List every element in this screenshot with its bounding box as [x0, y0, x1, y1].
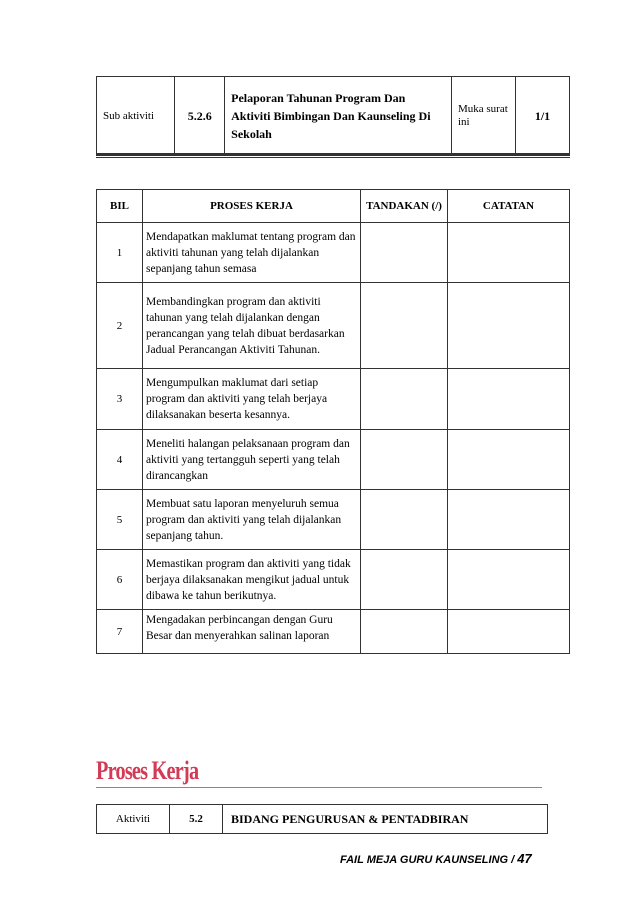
- header-info-table: [96, 76, 570, 156]
- process-table: [96, 189, 570, 654]
- row-number: 6: [97, 550, 143, 610]
- row-number: 5: [97, 490, 143, 550]
- table-row: [97, 550, 570, 610]
- row-number: 3: [97, 369, 143, 430]
- row-note-cell[interactable]: [448, 490, 570, 550]
- footer-activity-table: [96, 804, 548, 834]
- table-row: [97, 369, 570, 430]
- header-row: [97, 77, 570, 156]
- row-process-text: Membuat satu laporan menyeluruh semua program dan aktiviti yang telah dijalankan sepanjang tahun.: [143, 490, 361, 550]
- row-mark-cell[interactable]: [361, 283, 448, 369]
- footer-title: Proses Kerja: [96, 756, 199, 785]
- row-process-text: Mengadakan perbincangan dengan Guru Besar dan menyerahkan salinan laporan: [143, 610, 361, 654]
- column-header-tandakan: TANDAKAN (/): [361, 190, 448, 223]
- row-process-text: Membandingkan program dan aktiviti tahunan yang telah dijalankan dengan perancangan yang telah dibuat berdasarkan Jadual Perancangan Aktiviti Tahunan.: [143, 283, 361, 369]
- row-mark-cell[interactable]: [361, 223, 448, 283]
- row-note-cell[interactable]: [448, 610, 570, 654]
- sub-activity-label: Sub aktiviti: [97, 77, 175, 156]
- table-row: [97, 490, 570, 550]
- table-row: [97, 223, 570, 283]
- row-number: 1: [97, 223, 143, 283]
- row-process-text: Mengumpulkan maklumat dari setiap program dan aktiviti yang telah berjaya dilaksanakan beserta kesannya.: [143, 369, 361, 430]
- row-mark-cell[interactable]: [361, 610, 448, 654]
- activity-title: BIDANG PENGURUSAN & PENTADBIRAN: [223, 805, 548, 834]
- sub-activity-title: Pelaporan Tahunan Program Dan Aktiviti Bimbingan Dan Kaunseling Di Sekolah: [225, 77, 452, 156]
- page-footer-label: [340, 851, 532, 866]
- row-note-cell[interactable]: [448, 550, 570, 610]
- header-double-rule: [96, 153, 570, 158]
- sub-activity-code: 5.2.6: [175, 77, 225, 156]
- row-mark-cell[interactable]: [361, 550, 448, 610]
- row-number: 7: [97, 610, 143, 654]
- page-footer-text: FAIL MEJA GURU KAUNSELING /: [340, 854, 518, 866]
- page-value-cell: 1/1: [516, 77, 570, 156]
- table-row: [97, 430, 570, 490]
- page-number: 47: [517, 851, 532, 866]
- page-label-cell: Muka surat ini: [451, 77, 515, 156]
- row-note-cell[interactable]: [448, 223, 570, 283]
- row-mark-cell[interactable]: [361, 490, 448, 550]
- row-number: 2: [97, 283, 143, 369]
- row-process-text: Mendapatkan maklumat tentang program dan aktiviti tahunan yang telah dijalankan sepanjang tahun semasa: [143, 223, 361, 283]
- row-mark-cell[interactable]: [361, 430, 448, 490]
- column-header-catatan: CATATAN: [448, 190, 570, 223]
- activity-label: Aktiviti: [97, 805, 170, 834]
- table-row: [97, 610, 570, 654]
- row-number: 4: [97, 430, 143, 490]
- column-header-proses-kerja: PROSES KERJA: [143, 190, 361, 223]
- row-mark-cell[interactable]: [361, 369, 448, 430]
- footer-activity-row: [97, 805, 548, 834]
- row-process-text: Meneliti halangan pelaksanaan program dan aktiviti yang tertangguh seperti yang telah dirancangkan: [143, 430, 361, 490]
- activity-code: 5.2: [170, 805, 223, 834]
- column-header-bil: BIL: [97, 190, 143, 223]
- process-header-row: [97, 190, 570, 223]
- footer-rule: [96, 787, 542, 788]
- row-note-cell[interactable]: [448, 283, 570, 369]
- row-process-text: Memastikan program dan aktiviti yang tidak berjaya dilaksanakan mengikut jadual untuk dibawa ke tahun berikutnya.: [143, 550, 361, 610]
- table-row: [97, 283, 570, 369]
- row-note-cell[interactable]: [448, 369, 570, 430]
- row-note-cell[interactable]: [448, 430, 570, 490]
